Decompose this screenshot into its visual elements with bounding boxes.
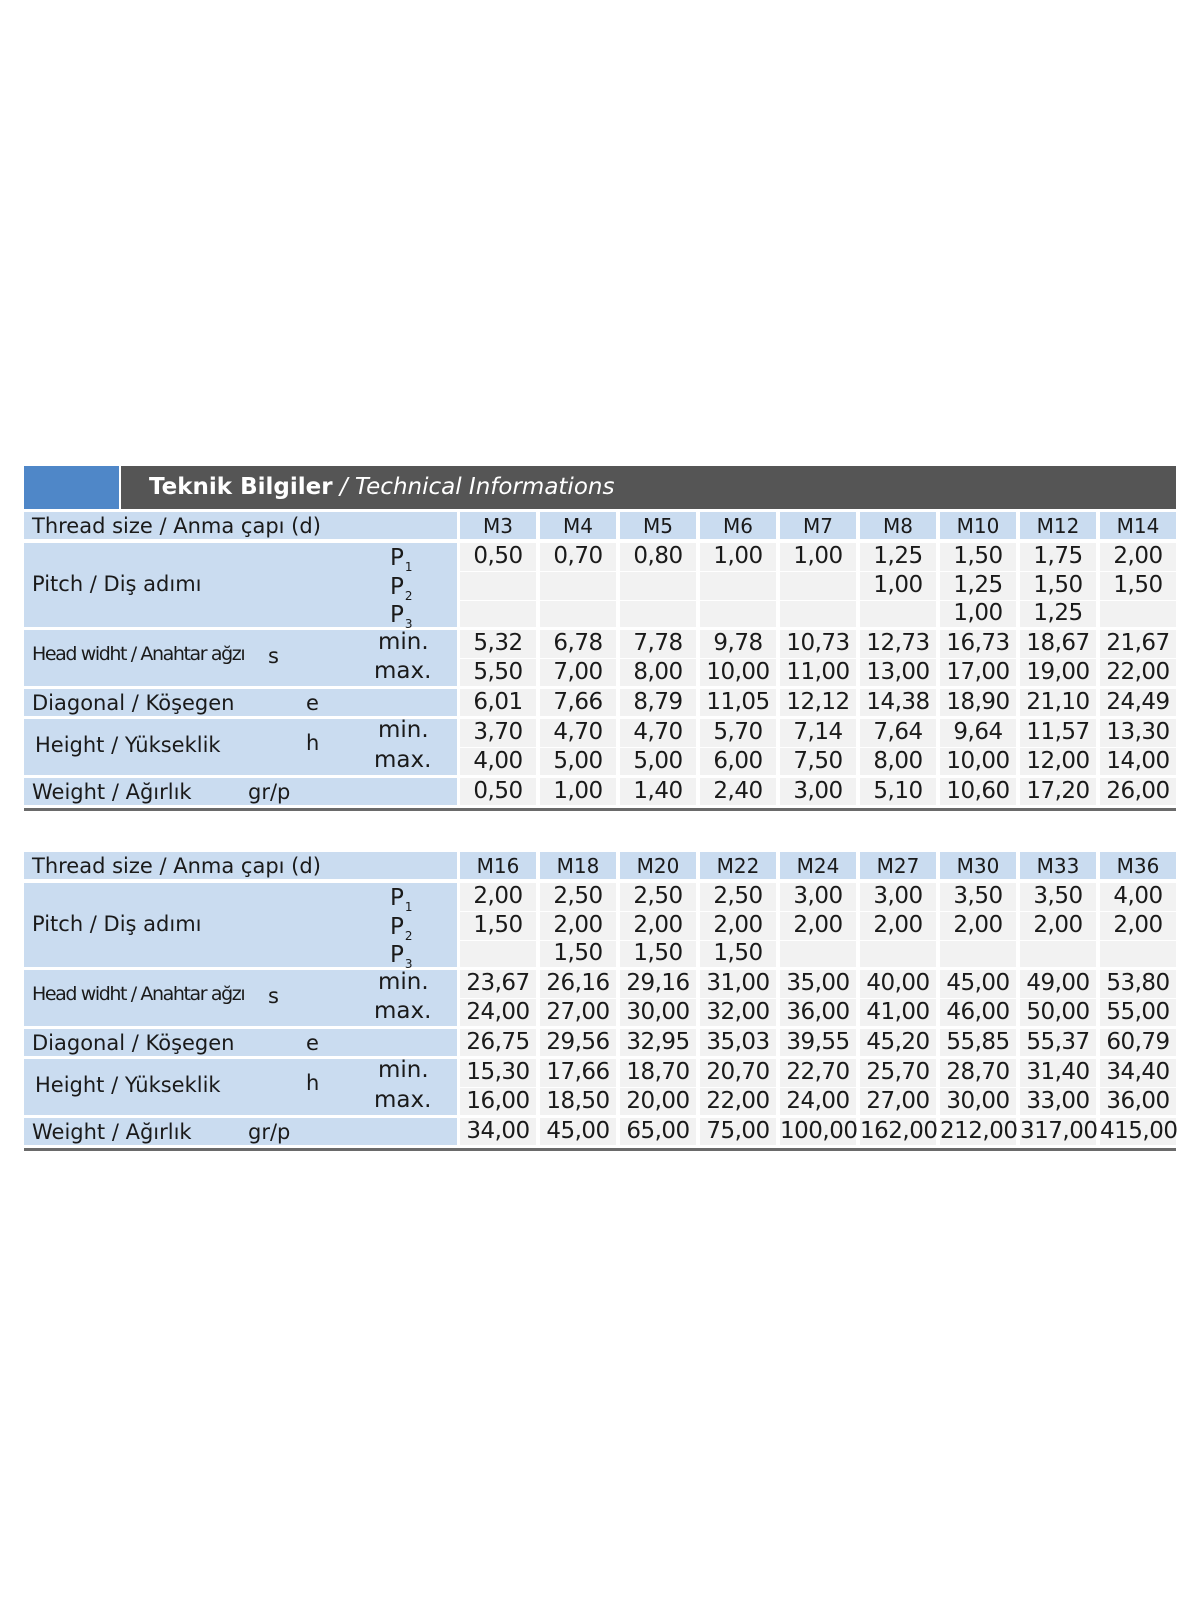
weight-unit: gr/p: [248, 780, 291, 804]
head-width-min-label: min.: [378, 969, 429, 995]
pitch-p-letter: P: [390, 942, 404, 968]
diagonal-label: Diagonal / Köşegen: [32, 1031, 235, 1055]
thread-size-header: M5: [643, 514, 673, 538]
s-min-value: 9,78: [713, 630, 763, 656]
weight-value: 162,00: [860, 1118, 938, 1144]
s-min-value: 53,80: [1106, 970, 1170, 996]
p1-value: 2,00: [1113, 543, 1163, 569]
pitch-label: Pitch / Diş adımı: [32, 912, 202, 936]
weight-value: 3,00: [793, 778, 843, 804]
s-max-value: 13,00: [866, 659, 930, 685]
weight-label: Weight / Ağırlık: [32, 780, 192, 804]
e-value: 24,49: [1106, 689, 1170, 715]
s-max-value: 55,00: [1106, 999, 1170, 1025]
weight-value: 1,40: [633, 778, 683, 804]
s-min-value: 10,73: [786, 630, 850, 656]
e-value: 18,90: [946, 689, 1010, 715]
header-title-tr: Teknik Bilgiler: [149, 474, 333, 500]
weight-value: 34,00: [466, 1118, 530, 1144]
weight-value: 10,60: [946, 778, 1010, 804]
head-width-min-label: min.: [378, 629, 429, 655]
p1-value: 3,50: [953, 883, 1003, 909]
h-max-value: 20,00: [626, 1088, 690, 1114]
thread-size-header: M4: [563, 514, 593, 538]
s-max-value: 36,00: [786, 999, 850, 1025]
weight-value: 17,20: [1026, 778, 1090, 804]
weight-value: 415,00: [1100, 1118, 1178, 1144]
value-cell: [780, 572, 856, 600]
weight-value: 0,50: [473, 778, 523, 804]
h-min-value: 34,40: [1106, 1059, 1170, 1085]
p3-value: 1,50: [713, 940, 763, 966]
h-max-value: 33,00: [1026, 1088, 1090, 1114]
h-min-value: 9,64: [953, 719, 1003, 745]
p1-value: 1,25: [873, 543, 923, 569]
p3-value: 1,50: [633, 940, 683, 966]
s-min-value: 16,73: [946, 630, 1010, 656]
s-max-value: 10,00: [706, 659, 770, 685]
h-max-value: 22,00: [706, 1088, 770, 1114]
e-value: 39,55: [786, 1029, 850, 1055]
h-min-value: 7,14: [793, 719, 843, 745]
head-width-label: Head widht / Anahtar ağzı: [32, 643, 245, 665]
pitch-p-letter: P: [390, 545, 404, 571]
value-cell: [860, 941, 936, 967]
p2-value: 2,00: [1033, 912, 1083, 938]
s-max-value: 22,00: [1106, 659, 1170, 685]
value-cell: [620, 572, 696, 600]
h-max-value: 16,00: [466, 1088, 530, 1114]
h-max-value: 30,00: [946, 1088, 1010, 1114]
h-max-value: 36,00: [1106, 1088, 1170, 1114]
pitch-p2-label: [390, 574, 413, 603]
s-max-value: 24,00: [466, 999, 530, 1025]
header-title-en: / Technical Informations: [339, 474, 615, 500]
e-value: 8,79: [633, 689, 683, 715]
table-bottom-rule: [24, 808, 1176, 811]
s-max-value: 7,00: [553, 659, 603, 685]
value-cell: [780, 601, 856, 627]
p2-value: 1,50: [1113, 572, 1163, 598]
s-min-value: 5,32: [473, 630, 523, 656]
weight-value: 212,00: [940, 1118, 1018, 1144]
h-max-value: 4,00: [473, 748, 523, 774]
s-max-value: 11,00: [786, 659, 850, 685]
e-value: 35,03: [706, 1029, 770, 1055]
p2-value: 2,00: [793, 912, 843, 938]
value-cell: [700, 601, 776, 627]
s-min-value: 26,16: [546, 970, 610, 996]
thread-size-header: M30: [956, 854, 1000, 878]
height-min-label: min.: [378, 717, 429, 743]
head-width-max-label: max.: [374, 998, 432, 1024]
header-bar: [121, 466, 1176, 509]
value-cell: [1100, 941, 1176, 967]
p1-value: 4,00: [1113, 883, 1163, 909]
pitch-p3-label: [390, 942, 413, 971]
p1-value: 3,00: [793, 883, 843, 909]
value-cell: [460, 941, 536, 967]
pitch-p2-label: [390, 914, 413, 943]
spec-table-1: [24, 512, 1176, 812]
p2-value: 2,00: [1113, 912, 1163, 938]
weight-unit: gr/p: [248, 1120, 291, 1144]
thread-size-header: M20: [636, 854, 680, 878]
s-max-value: 8,00: [633, 659, 683, 685]
s-max-value: 46,00: [946, 999, 1010, 1025]
thread-size-header: M7: [803, 514, 833, 538]
height-max-label: max.: [374, 1087, 432, 1113]
h-max-value: 5,00: [553, 748, 603, 774]
pitch-p-subscript: 2: [404, 929, 413, 943]
e-value: 7,66: [553, 689, 603, 715]
height-symbol: h: [306, 731, 320, 755]
section-header: [24, 466, 1176, 509]
e-value: 21,10: [1026, 689, 1090, 715]
p2-value: 2,00: [953, 912, 1003, 938]
p3-value: 1,50: [553, 940, 603, 966]
p1-value: 1,50: [953, 543, 1003, 569]
p1-value: 3,00: [873, 883, 923, 909]
s-min-value: 18,67: [1026, 630, 1090, 656]
weight-value: 26,00: [1106, 778, 1170, 804]
weight-value: 1,00: [553, 778, 603, 804]
pitch-label: Pitch / Diş adımı: [32, 572, 202, 596]
value-cell: [940, 941, 1016, 967]
p1-value: 2,50: [633, 883, 683, 909]
thread-size-label: Thread size / Anma çapı (d): [32, 854, 321, 878]
weight-value: 2,40: [713, 778, 763, 804]
h-min-value: 4,70: [633, 719, 683, 745]
s-max-value: 19,00: [1026, 659, 1090, 685]
thread-size-header: M22: [716, 854, 760, 878]
h-max-value: 10,00: [946, 748, 1010, 774]
h-min-value: 7,64: [873, 719, 923, 745]
head-width-symbol: s: [268, 644, 279, 668]
e-value: 55,37: [1026, 1029, 1090, 1055]
e-value: 60,79: [1106, 1029, 1170, 1055]
height-symbol: h: [306, 1071, 320, 1095]
thread-size-header: M18: [556, 854, 600, 878]
h-min-value: 15,30: [466, 1059, 530, 1085]
s-min-value: 23,67: [466, 970, 530, 996]
value-cell: [700, 572, 776, 600]
diagonal-symbol: e: [306, 691, 319, 715]
height-max-label: max.: [374, 747, 432, 773]
h-max-value: 8,00: [873, 748, 923, 774]
s-min-value: 35,00: [786, 970, 850, 996]
p2-value: 1,50: [473, 912, 523, 938]
weight-value: 65,00: [626, 1118, 690, 1144]
pitch-p-subscript: 3: [404, 957, 413, 971]
thread-size-label: Thread size / Anma çapı (d): [32, 514, 321, 538]
p1-value: 0,80: [633, 543, 683, 569]
e-value: 45,20: [866, 1029, 930, 1055]
thread-size-header: M3: [483, 514, 513, 538]
value-cell: [460, 601, 536, 627]
value-cell: [540, 601, 616, 627]
p3-value: 1,00: [953, 600, 1003, 626]
thread-size-header: M8: [883, 514, 913, 538]
h-max-value: 18,50: [546, 1088, 610, 1114]
p2-value: 1,00: [873, 572, 923, 598]
thread-size-header: M33: [1036, 854, 1080, 878]
h-max-value: 5,00: [633, 748, 683, 774]
h-min-value: 4,70: [553, 719, 603, 745]
h-max-value: 27,00: [866, 1088, 930, 1114]
s-min-value: 12,73: [866, 630, 930, 656]
value-cell: [1020, 941, 1096, 967]
e-value: 32,95: [626, 1029, 690, 1055]
h-min-value: 13,30: [1106, 719, 1170, 745]
pitch-p-subscript: 3: [404, 617, 413, 631]
e-value: 55,85: [946, 1029, 1010, 1055]
h-min-value: 5,70: [713, 719, 763, 745]
h-min-value: 18,70: [626, 1059, 690, 1085]
p2-value: 2,00: [713, 912, 763, 938]
s-min-value: 40,00: [866, 970, 930, 996]
p2-value: 2,00: [873, 912, 923, 938]
e-value: 14,38: [866, 689, 930, 715]
s-min-value: 45,00: [946, 970, 1010, 996]
s-max-value: 50,00: [1026, 999, 1090, 1025]
pitch-p-letter: P: [390, 885, 404, 911]
thread-size-header: M12: [1036, 514, 1080, 538]
p1-value: 2,50: [553, 883, 603, 909]
pitch-p-subscript: 1: [404, 900, 413, 914]
h-max-value: 14,00: [1106, 748, 1170, 774]
weight-value: 100,00: [780, 1118, 858, 1144]
value-cell: [780, 941, 856, 967]
table-bottom-rule: [24, 1148, 1176, 1151]
p2-value: 1,25: [953, 572, 1003, 598]
s-max-value: 5,50: [473, 659, 523, 685]
weight-label: Weight / Ağırlık: [32, 1120, 192, 1144]
pitch-p-letter: P: [390, 914, 404, 940]
e-value: 11,05: [706, 689, 770, 715]
thread-size-header: M14: [1116, 514, 1160, 538]
s-min-value: 6,78: [553, 630, 603, 656]
s-min-value: 29,16: [626, 970, 690, 996]
weight-value: 5,10: [873, 778, 923, 804]
e-value: 12,12: [786, 689, 850, 715]
thread-size-header: M16: [476, 854, 520, 878]
h-max-value: 24,00: [786, 1088, 850, 1114]
s-max-value: 30,00: [626, 999, 690, 1025]
e-value: 29,56: [546, 1029, 610, 1055]
h-min-value: 20,70: [706, 1059, 770, 1085]
p1-value: 1,75: [1033, 543, 1083, 569]
h-min-value: 11,57: [1026, 719, 1090, 745]
thread-size-header: M27: [876, 854, 920, 878]
pitch-p-subscript: 2: [404, 589, 413, 603]
height-min-label: min.: [378, 1057, 429, 1083]
weight-value: 45,00: [546, 1118, 610, 1144]
h-min-value: 31,40: [1026, 1059, 1090, 1085]
value-cell: [620, 601, 696, 627]
height-label: Height / Yükseklik: [35, 733, 221, 757]
h-max-value: 7,50: [793, 748, 843, 774]
s-max-value: 41,00: [866, 999, 930, 1025]
p1-value: 0,70: [553, 543, 603, 569]
thread-size-header: M6: [723, 514, 753, 538]
head-width-symbol: s: [268, 984, 279, 1008]
h-max-value: 12,00: [1026, 748, 1090, 774]
p3-value: 1,25: [1033, 600, 1083, 626]
diagonal-symbol: e: [306, 1031, 319, 1055]
e-value: 26,75: [466, 1029, 530, 1055]
thread-size-header: M24: [796, 854, 840, 878]
e-value: 6,01: [473, 689, 523, 715]
p1-value: 0,50: [473, 543, 523, 569]
weight-value: 75,00: [706, 1118, 770, 1144]
s-min-value: 21,67: [1106, 630, 1170, 656]
pitch-p1-label: [390, 545, 413, 574]
p1-value: 1,00: [713, 543, 763, 569]
value-cell: [460, 572, 536, 600]
h-min-value: 3,70: [473, 719, 523, 745]
s-min-value: 49,00: [1026, 970, 1090, 996]
h-min-value: 17,66: [546, 1059, 610, 1085]
p2-value: 2,00: [633, 912, 683, 938]
header-accent-block: [24, 466, 119, 509]
p1-value: 2,50: [713, 883, 763, 909]
h-max-value: 6,00: [713, 748, 763, 774]
h-min-value: 28,70: [946, 1059, 1010, 1085]
pitch-p-letter: P: [390, 574, 404, 600]
head-width-max-label: max.: [374, 658, 432, 684]
s-max-value: 27,00: [546, 999, 610, 1025]
p1-value: 2,00: [473, 883, 523, 909]
pitch-p-letter: P: [390, 602, 404, 628]
diagonal-label: Diagonal / Köşegen: [32, 691, 235, 715]
s-max-value: 32,00: [706, 999, 770, 1025]
head-width-label: Head widht / Anahtar ağzı: [32, 983, 245, 1005]
pitch-p-subscript: 1: [404, 560, 413, 574]
pitch-p1-label: [390, 885, 413, 914]
value-cell: [860, 601, 936, 627]
p2-value: 1,50: [1033, 572, 1083, 598]
thread-size-header: M36: [1116, 854, 1160, 878]
h-min-value: 25,70: [866, 1059, 930, 1085]
s-max-value: 17,00: [946, 659, 1010, 685]
s-min-value: 31,00: [706, 970, 770, 996]
value-cell: [1100, 601, 1176, 627]
weight-value: 317,00: [1020, 1118, 1098, 1144]
p2-value: 2,00: [553, 912, 603, 938]
thread-size-header: M10: [956, 514, 1000, 538]
p1-value: 1,00: [793, 543, 843, 569]
h-min-value: 22,70: [786, 1059, 850, 1085]
pitch-p3-label: [390, 602, 413, 631]
height-label: Height / Yükseklik: [35, 1073, 221, 1097]
s-min-value: 7,78: [633, 630, 683, 656]
value-cell: [540, 572, 616, 600]
p1-value: 3,50: [1033, 883, 1083, 909]
spec-table-2: [24, 852, 1176, 1152]
